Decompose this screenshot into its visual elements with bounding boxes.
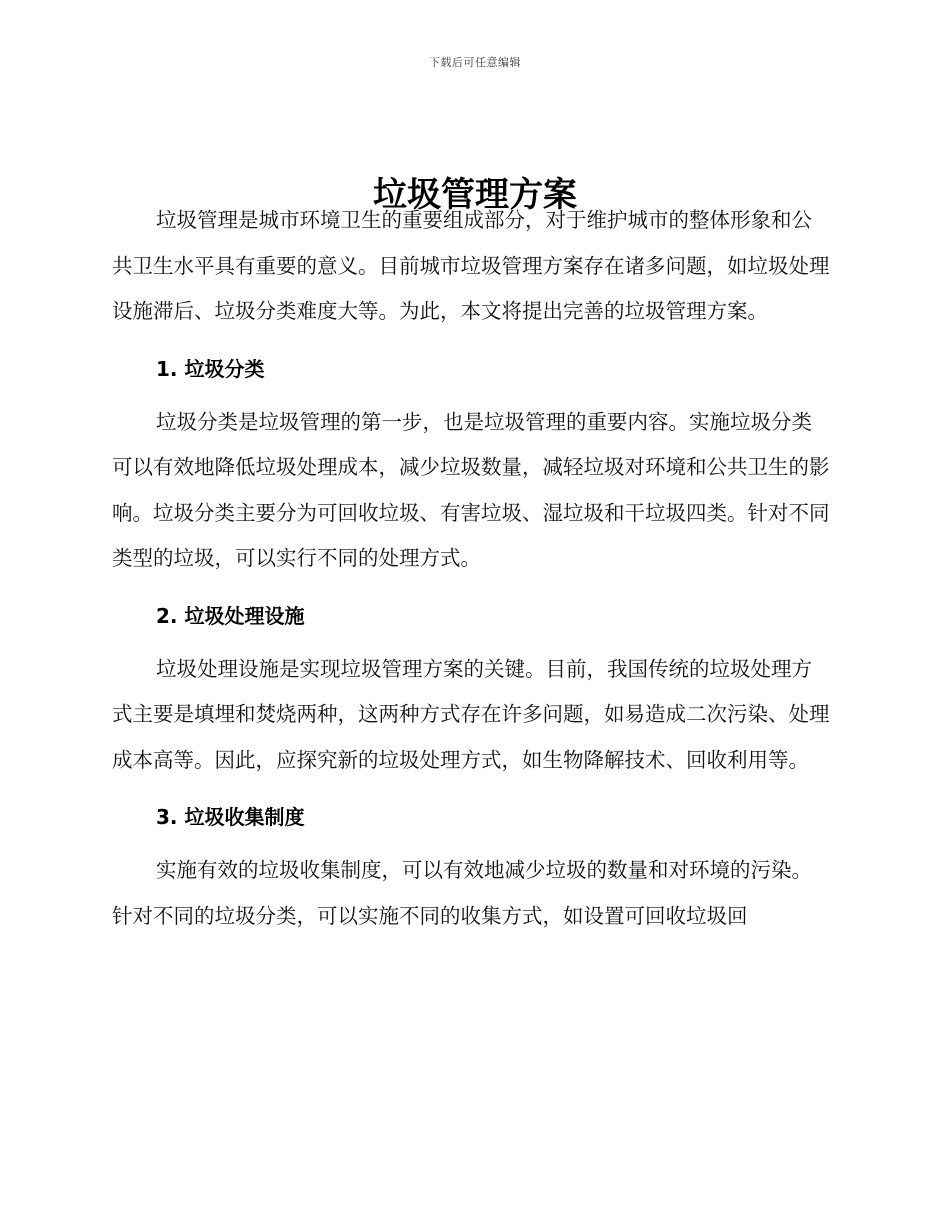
intro-paragraph: 垃圾管理是城市环境卫生的重要组成部分，对于维护城市的整体形象和公共卫生水平具有重要的意义。目前城市垃圾管理方案存在诸多问题，如垃圾处理设施滞后、垃圾分类难度大等。为此，本文将提出完善的垃圾管理方案。: [112, 208, 830, 323]
header-note: 下载后可任意编辑: [429, 56, 521, 69]
section-body-1: 垃圾分类是垃圾管理的第一步，也是垃圾管理的重要内容。实施垃圾分类可以有效地降低垃圾处理成本，减少垃圾数量，减轻垃圾对环境和公共卫生的影响。垃圾分类主要分为可回收垃圾、有害垃圾、湿垃圾和干垃圾四类。针对不同类型的垃圾，可以实行不同的处理方式。: [112, 409, 830, 570]
section-heading-1: 1. 垃圾分类: [156, 356, 265, 381]
section-heading-2: 2. 垃圾处理设施: [156, 603, 305, 628]
section-body-3: 实施有效的垃圾收集制度，可以有效地减少垃圾的数量和对环境的污染。针对不同的垃圾分类，可以实施不同的收集方式，如设置可回收垃圾回: [112, 858, 812, 928]
document-title: 垃圾管理方案: [373, 174, 577, 215]
section-body-2: 垃圾处理设施是实现垃圾管理方案的关键。目前，我国传统的垃圾处理方式主要是填埋和焚烧两种，这两种方式存在许多问题，如易造成二次污染、处理成本高等。因此，应探究新的垃圾处理方式，如生物降解技术、回收利用等。: [112, 656, 830, 772]
section-heading-3: 3. 垃圾收集制度: [156, 805, 305, 829]
document-body: [112, 198, 832, 939]
